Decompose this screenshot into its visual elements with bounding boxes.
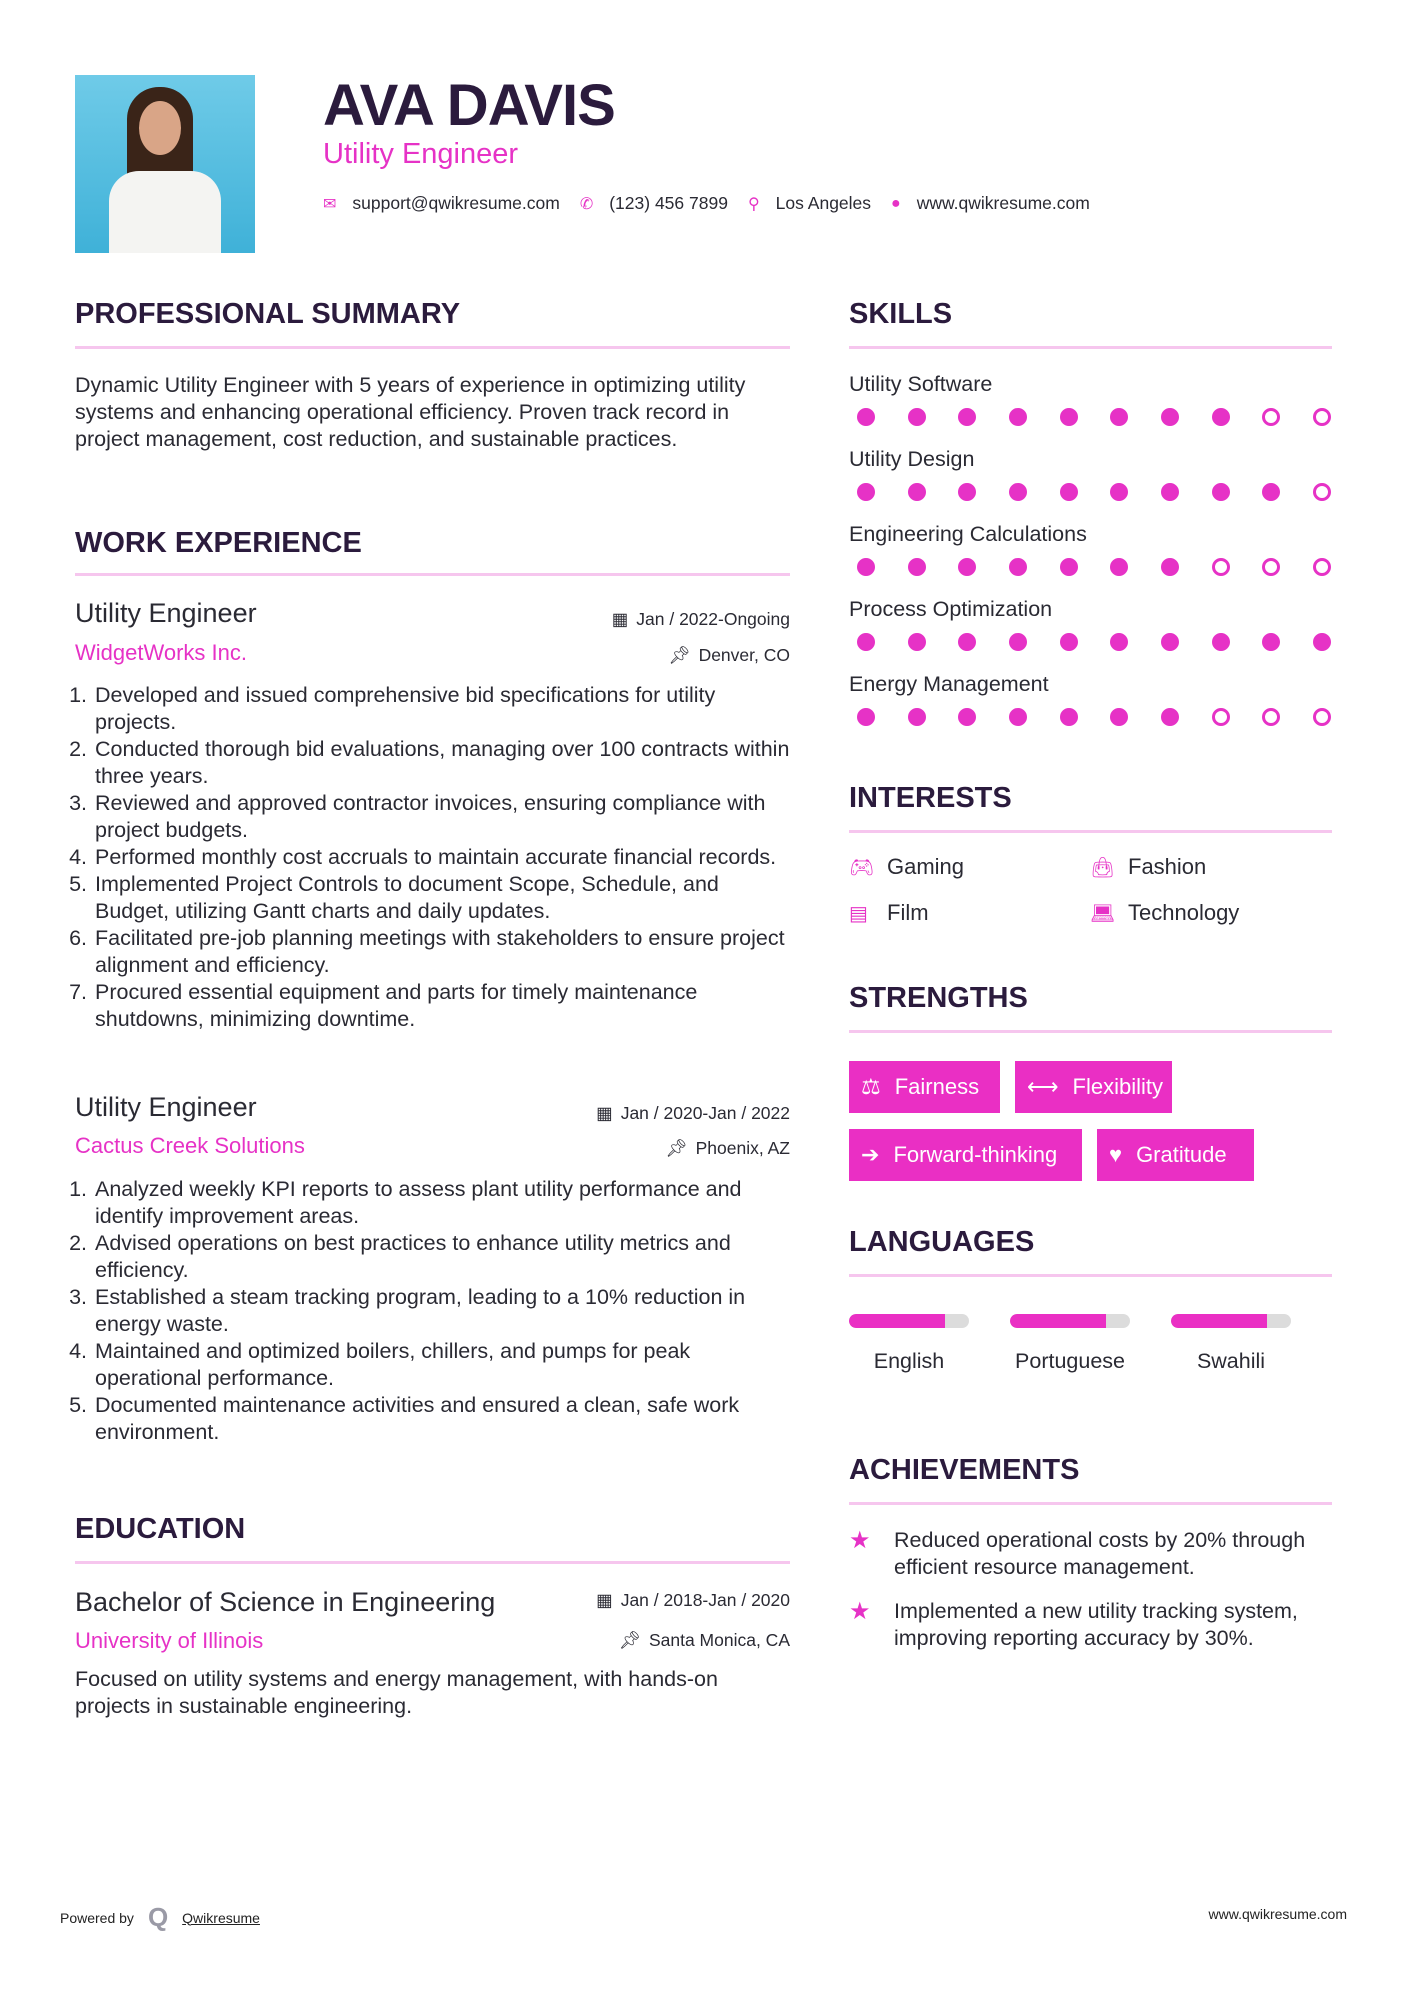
experience-heading: WORK EXPERIENCE (75, 527, 362, 559)
skills-list (849, 372, 1332, 747)
divider (849, 1030, 1332, 1033)
rating-dot-filled (908, 408, 926, 426)
candidate-name: AVA DAVIS (323, 73, 615, 138)
achievement-item (849, 1527, 1332, 1581)
phone-text: (123) 456 7899 (609, 193, 728, 213)
pushpin-icon: 📌︎ (618, 1630, 641, 1650)
rating-dot-filled (857, 558, 875, 576)
rating-dot-empty (1313, 558, 1331, 576)
film-icon: ▤ (849, 902, 868, 925)
interest-item (1090, 900, 1239, 926)
job-location-text: Phoenix, AZ (695, 1138, 790, 1158)
rating-dot-filled (857, 483, 875, 501)
divider (75, 573, 790, 576)
skill-name: Energy Management (849, 672, 1049, 696)
job-title: Utility Engineer (75, 598, 257, 628)
interest-item (849, 854, 964, 880)
job-dates (612, 609, 790, 630)
language-name: Portuguese (1015, 1349, 1125, 1373)
language-name: Swahili (1196, 1349, 1266, 1373)
envelope-icon: ✉ (323, 195, 337, 213)
rating-dot-empty (1212, 558, 1230, 576)
star-icon: ★ (849, 1598, 871, 1625)
job-dates-text: Jan / 2020-Jan / 2022 (620, 1103, 790, 1123)
rating-dot-filled (1110, 558, 1128, 576)
list-item: 3. Established a steam tracking program, leading to a 10% reduction in energy waste. (93, 1284, 790, 1338)
rating-dot-empty (1262, 408, 1280, 426)
pushpin-icon: 📌︎ (668, 645, 691, 665)
interest-item (1090, 854, 1206, 880)
rating-dot-filled (1262, 633, 1280, 651)
rating-dot-filled (1110, 708, 1128, 726)
rating-dot-filled (857, 708, 875, 726)
qwikresume-link[interactable]: Qwikresume (182, 1909, 260, 1926)
rating-dot-filled (1060, 558, 1078, 576)
map-pin-icon: ⚲ (747, 195, 760, 213)
rating-dot-filled (857, 633, 875, 651)
job-bullets (75, 1176, 790, 1446)
strength-badge (1097, 1129, 1254, 1181)
calendar-icon: ▦ (611, 609, 629, 629)
languages-heading: LANGUAGES (849, 1226, 1035, 1258)
strength-label: Forward-thinking (893, 1142, 1058, 1167)
strength-badge (849, 1061, 1000, 1113)
language-level-bar (1171, 1314, 1291, 1328)
rating-dot-filled (958, 483, 976, 501)
language-item (1010, 1314, 1130, 1375)
job-bullets (75, 682, 790, 1033)
rating-dot-filled (1161, 408, 1179, 426)
list-item: 1. Analyzed weekly KPI reports to assess plant utility performance and identify improvement areas. (93, 1176, 790, 1230)
phone-icon: ✆ (579, 195, 594, 213)
list-item: 5. Documented maintenance activities and ensured a clean, safe work environment. (93, 1392, 790, 1446)
laptop-icon: 💻︎ (1090, 902, 1116, 925)
location-text: Los Angeles (775, 193, 872, 213)
rating-dot-filled (908, 483, 926, 501)
rating-dot-filled (1262, 483, 1280, 501)
rating-dot-filled (1009, 633, 1027, 651)
arrow-right-icon: ➔ (861, 1142, 880, 1167)
job-dates (596, 1103, 790, 1124)
language-level-fill (1171, 1314, 1267, 1328)
rating-dot-filled (1161, 483, 1179, 501)
list-item: 4. Performed monthly cost accruals to maintain accurate financial records. (93, 844, 790, 871)
language-name: English (873, 1349, 945, 1373)
education-dates-text: Jan / 2018-Jan / 2020 (620, 1590, 790, 1610)
globe-icon: ● (891, 194, 901, 212)
rating-dot-filled (958, 633, 976, 651)
achievement-text: Implemented a new utility tracking system, improving reporting accuracy by 30%. (894, 1599, 1298, 1650)
rating-dot-filled (1009, 708, 1027, 726)
heart-icon: ♥ (1109, 1142, 1123, 1167)
list-item: 4. Maintained and optimized boilers, chillers, and pumps for peak operational performance. (93, 1338, 790, 1392)
interests-heading: INTERESTS (849, 782, 1012, 814)
strength-badge (1015, 1061, 1172, 1113)
rating-dot-filled (908, 633, 926, 651)
interest-label: Film (887, 900, 929, 925)
strength-badge (849, 1129, 1082, 1181)
skill-item (849, 597, 1332, 672)
skill-rating (857, 633, 1331, 651)
skill-item (849, 447, 1332, 522)
list-item: 2. Advised operations on best practices to enhance utility metrics and efficiency. (93, 1230, 790, 1284)
rating-dot-filled (1161, 633, 1179, 651)
company-name: WidgetWorks Inc. (75, 640, 247, 665)
rating-dot-filled (958, 558, 976, 576)
summary-heading: PROFESSIONAL SUMMARY (75, 298, 461, 330)
shopping-bag-icon: 👜︎ (1090, 856, 1116, 879)
list-item: 3. Reviewed and approved contractor invoices, ensuring compliance with project budgets. (93, 790, 790, 844)
list-item: 6. Facilitated pre-job planning meetings with stakeholders to ensure project alignment and efficiency. (93, 925, 790, 979)
job-dates-text: Jan / 2022-Ongoing (636, 609, 790, 629)
language-item (1171, 1314, 1291, 1375)
rating-dot-filled (1060, 408, 1078, 426)
rating-dot-filled (1009, 483, 1027, 501)
language-level-fill (1010, 1314, 1106, 1328)
gamepad-icon: 🎮︎ (849, 856, 875, 879)
rating-dot-filled (1161, 708, 1179, 726)
skill-name: Utility Design (849, 447, 975, 471)
school-name: University of Illinois (75, 1628, 264, 1653)
summary-text: Dynamic Utility Engineer with 5 years of experience in optimizing utility systems and enhancing operational efficiency. Proven track record in project management, cost reduction, and sustainable practices. (75, 373, 746, 451)
interest-label: Technology (1128, 900, 1240, 925)
calendar-icon: ▦ (596, 1103, 613, 1123)
pushpin-icon: 📌︎ (665, 1138, 688, 1158)
rating-dot-filled (1110, 408, 1128, 426)
language-item (849, 1314, 969, 1375)
language-level-bar (849, 1314, 969, 1328)
skill-name: Engineering Calculations (849, 522, 1087, 546)
email-link[interactable]: support@qwikresume.com (352, 193, 560, 213)
education-heading: EDUCATION (75, 1513, 246, 1545)
interest-label: Gaming (887, 854, 965, 879)
rating-dot-filled (1060, 708, 1078, 726)
rating-dot-filled (1009, 408, 1027, 426)
star-icon: ★ (849, 1527, 871, 1554)
rating-dot-filled (1110, 633, 1128, 651)
balance-scale-icon: ⚖ (861, 1074, 881, 1099)
profile-photo (75, 75, 255, 253)
list-item: 1. Developed and issued comprehensive bid specifications for utility projects. (93, 682, 790, 736)
job-location (665, 1138, 790, 1159)
skill-item (849, 672, 1332, 747)
skill-name: Utility Software (849, 372, 993, 396)
job-location (668, 645, 790, 666)
education-location (619, 1630, 790, 1651)
divider (849, 830, 1332, 833)
skill-item (849, 372, 1332, 447)
arrows-horizontal-icon: ⟷ (1027, 1074, 1059, 1099)
rating-dot-filled (1161, 558, 1179, 576)
rating-dot-filled (1212, 633, 1230, 651)
rating-dot-filled (1009, 558, 1027, 576)
rating-dot-empty (1313, 708, 1331, 726)
strength-label: Gratitude (1136, 1142, 1227, 1167)
rating-dot-empty (1313, 408, 1331, 426)
divider (849, 1502, 1332, 1505)
candidate-title: Utility Engineer (323, 138, 519, 170)
languages-list (849, 1314, 1332, 1404)
job-location-text: Denver, CO (698, 645, 790, 665)
skills-heading: SKILLS (849, 298, 953, 330)
divider (849, 346, 1332, 349)
education-location-text: Santa Monica, CA (648, 1630, 790, 1650)
divider (75, 346, 790, 349)
language-level-fill (849, 1314, 945, 1328)
skill-item (849, 522, 1332, 597)
list-item: 5. Implemented Project Controls to document Scope, Schedule, and Budget, utilizing Gantt charts and daily updates. (93, 871, 790, 925)
skill-rating (857, 408, 1331, 426)
rating-dot-filled (1110, 483, 1128, 501)
rating-dot-empty (1313, 483, 1331, 501)
list-item: 7. Procured essential equipment and parts for timely maintenance shutdowns, minimizing downtime. (93, 979, 790, 1033)
achievements-heading: ACHIEVEMENTS (849, 1454, 1080, 1486)
website-link[interactable]: www.qwikresume.com (916, 193, 1090, 213)
achievement-item (849, 1598, 1332, 1652)
powered-by-label: Powered by (60, 1909, 134, 1926)
contact-bar (323, 193, 1110, 214)
qwikresume-logo-icon: Q (147, 1902, 169, 1932)
interest-item (849, 900, 929, 926)
rating-dot-filled (1060, 633, 1078, 651)
skill-rating (857, 558, 1331, 576)
calendar-icon: ▦ (596, 1590, 613, 1610)
skill-rating (857, 483, 1331, 501)
footer-website[interactable]: www.qwikresume.com (1208, 1906, 1347, 1922)
rating-dot-filled (908, 558, 926, 576)
language-level-bar (1010, 1314, 1130, 1328)
skill-name: Process Optimization (849, 597, 1053, 621)
skill-rating (857, 708, 1331, 726)
degree-title: Bachelor of Science in Engineering (75, 1587, 496, 1617)
rating-dot-empty (1212, 708, 1230, 726)
job-title: Utility Engineer (75, 1092, 257, 1122)
list-item: 2. Conducted thorough bid evaluations, managing over 100 contracts within three years. (93, 736, 790, 790)
education-dates (596, 1590, 790, 1611)
rating-dot-filled (1060, 483, 1078, 501)
rating-dot-filled (958, 708, 976, 726)
rating-dot-filled (1212, 408, 1230, 426)
strength-label: Fairness (894, 1074, 980, 1099)
achievement-text: Reduced operational costs by 20% through efficient resource management. (894, 1528, 1306, 1579)
divider (849, 1274, 1332, 1277)
company-name: Cactus Creek Solutions (75, 1133, 305, 1158)
rating-dot-filled (857, 408, 875, 426)
rating-dot-empty (1262, 708, 1280, 726)
strengths-heading: STRENGTHS (849, 982, 1028, 1014)
rating-dot-empty (1262, 558, 1280, 576)
divider (75, 1561, 790, 1564)
rating-dot-filled (958, 408, 976, 426)
education-text: Focused on utility systems and energy management, with hands-on projects in sustainable engineering. (75, 1667, 718, 1718)
rating-dot-filled (1313, 633, 1331, 651)
strength-label: Flexibility (1072, 1074, 1164, 1099)
rating-dot-filled (1212, 483, 1230, 501)
rating-dot-filled (908, 708, 926, 726)
interest-label: Fashion (1128, 854, 1207, 879)
footer-branding (60, 1902, 260, 1933)
